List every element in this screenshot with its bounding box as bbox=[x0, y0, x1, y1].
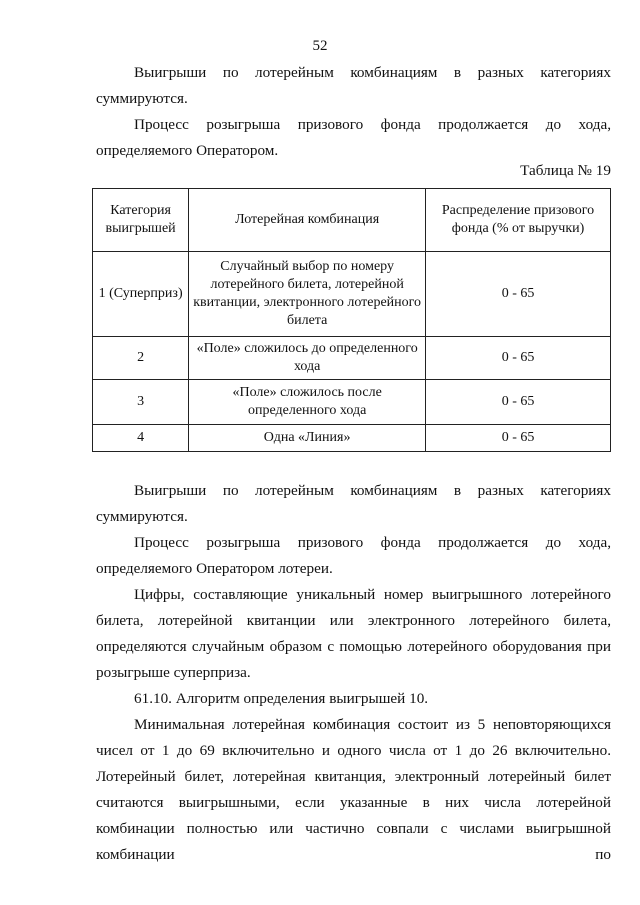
table-row bbox=[93, 337, 611, 380]
cell-combination: «Поле» сложилось до определенного хода bbox=[189, 337, 426, 380]
header-distribution: Распределение призового фонда (% от выручки) bbox=[426, 189, 611, 252]
paragraph-ticket-number-digits: Цифры, составляющие уникальный номер выигрышного лотерейного билета, лотерейной квитанции или электронного лотерейного билета, определяются случайным образом с помощью лотерейного оборудования при розыгрыше суперприза. bbox=[96, 586, 611, 681]
paragraph-draw-process: Процесс розыгрыша призового фонда продолжается до хода, определяемого Оператором. bbox=[96, 116, 611, 159]
cell-distribution: 0 - 65 bbox=[426, 425, 611, 452]
paragraph-draw-process-2: Процесс розыгрыша призового фонда продолжается до хода, определяемого Оператором лотереи. bbox=[96, 534, 611, 577]
cell-distribution: 0 - 65 bbox=[426, 380, 611, 425]
table-row bbox=[93, 380, 611, 425]
cell-category: 4 bbox=[93, 425, 189, 452]
cell-category: 2 bbox=[93, 337, 189, 380]
table-caption: Таблица № 19 bbox=[520, 162, 611, 179]
table-row bbox=[93, 425, 611, 452]
prize-distribution-table bbox=[92, 188, 611, 452]
table-row bbox=[93, 252, 611, 337]
paragraph-winnings-sum-2: Выигрыши по лотерейным комбинациям в разных категориях суммируются. bbox=[96, 482, 611, 525]
body-text-block bbox=[96, 478, 611, 868]
header-category: Категория выигрышей bbox=[93, 189, 189, 252]
cell-category: 1 (Суперприз) bbox=[93, 252, 189, 337]
paragraph-winnings-sum: Выигрыши по лотерейным комбинациям в разных категориях суммируются. bbox=[96, 64, 611, 107]
paragraph-minimal-combination: Минимальная лотерейная комбинация состоит из 5 неповторяющихся чисел от 1 до 69 включительно и одного числа от 1 до 26 включительно. Лотерейный билет, лотерейная квитанция, электронный лотерейный билет считаются выигрышными, если указанные в них числа лотерейной комбинации полностью или частично совпали с числами выигрышной комбинации по bbox=[96, 716, 611, 863]
header-combination: Лотерейная комбинация bbox=[189, 189, 426, 252]
table-header-row bbox=[93, 189, 611, 252]
section-heading-61-10: 61.10. Алгоритм определения выигрышей 10. bbox=[134, 690, 429, 707]
cell-distribution: 0 - 65 bbox=[426, 252, 611, 337]
cell-combination: Одна «Линия» bbox=[189, 425, 426, 452]
page-number: 52 bbox=[312, 38, 328, 54]
cell-category: 3 bbox=[93, 380, 189, 425]
cell-combination: Случайный выбор по номеру лотерейного билета, лотерейной квитанции, электронного лотерейного билета bbox=[189, 252, 426, 337]
cell-combination: «Поле» сложилось после определенного хода bbox=[189, 380, 426, 425]
intro-text-block bbox=[96, 60, 611, 164]
cell-distribution: 0 - 65 bbox=[426, 337, 611, 380]
